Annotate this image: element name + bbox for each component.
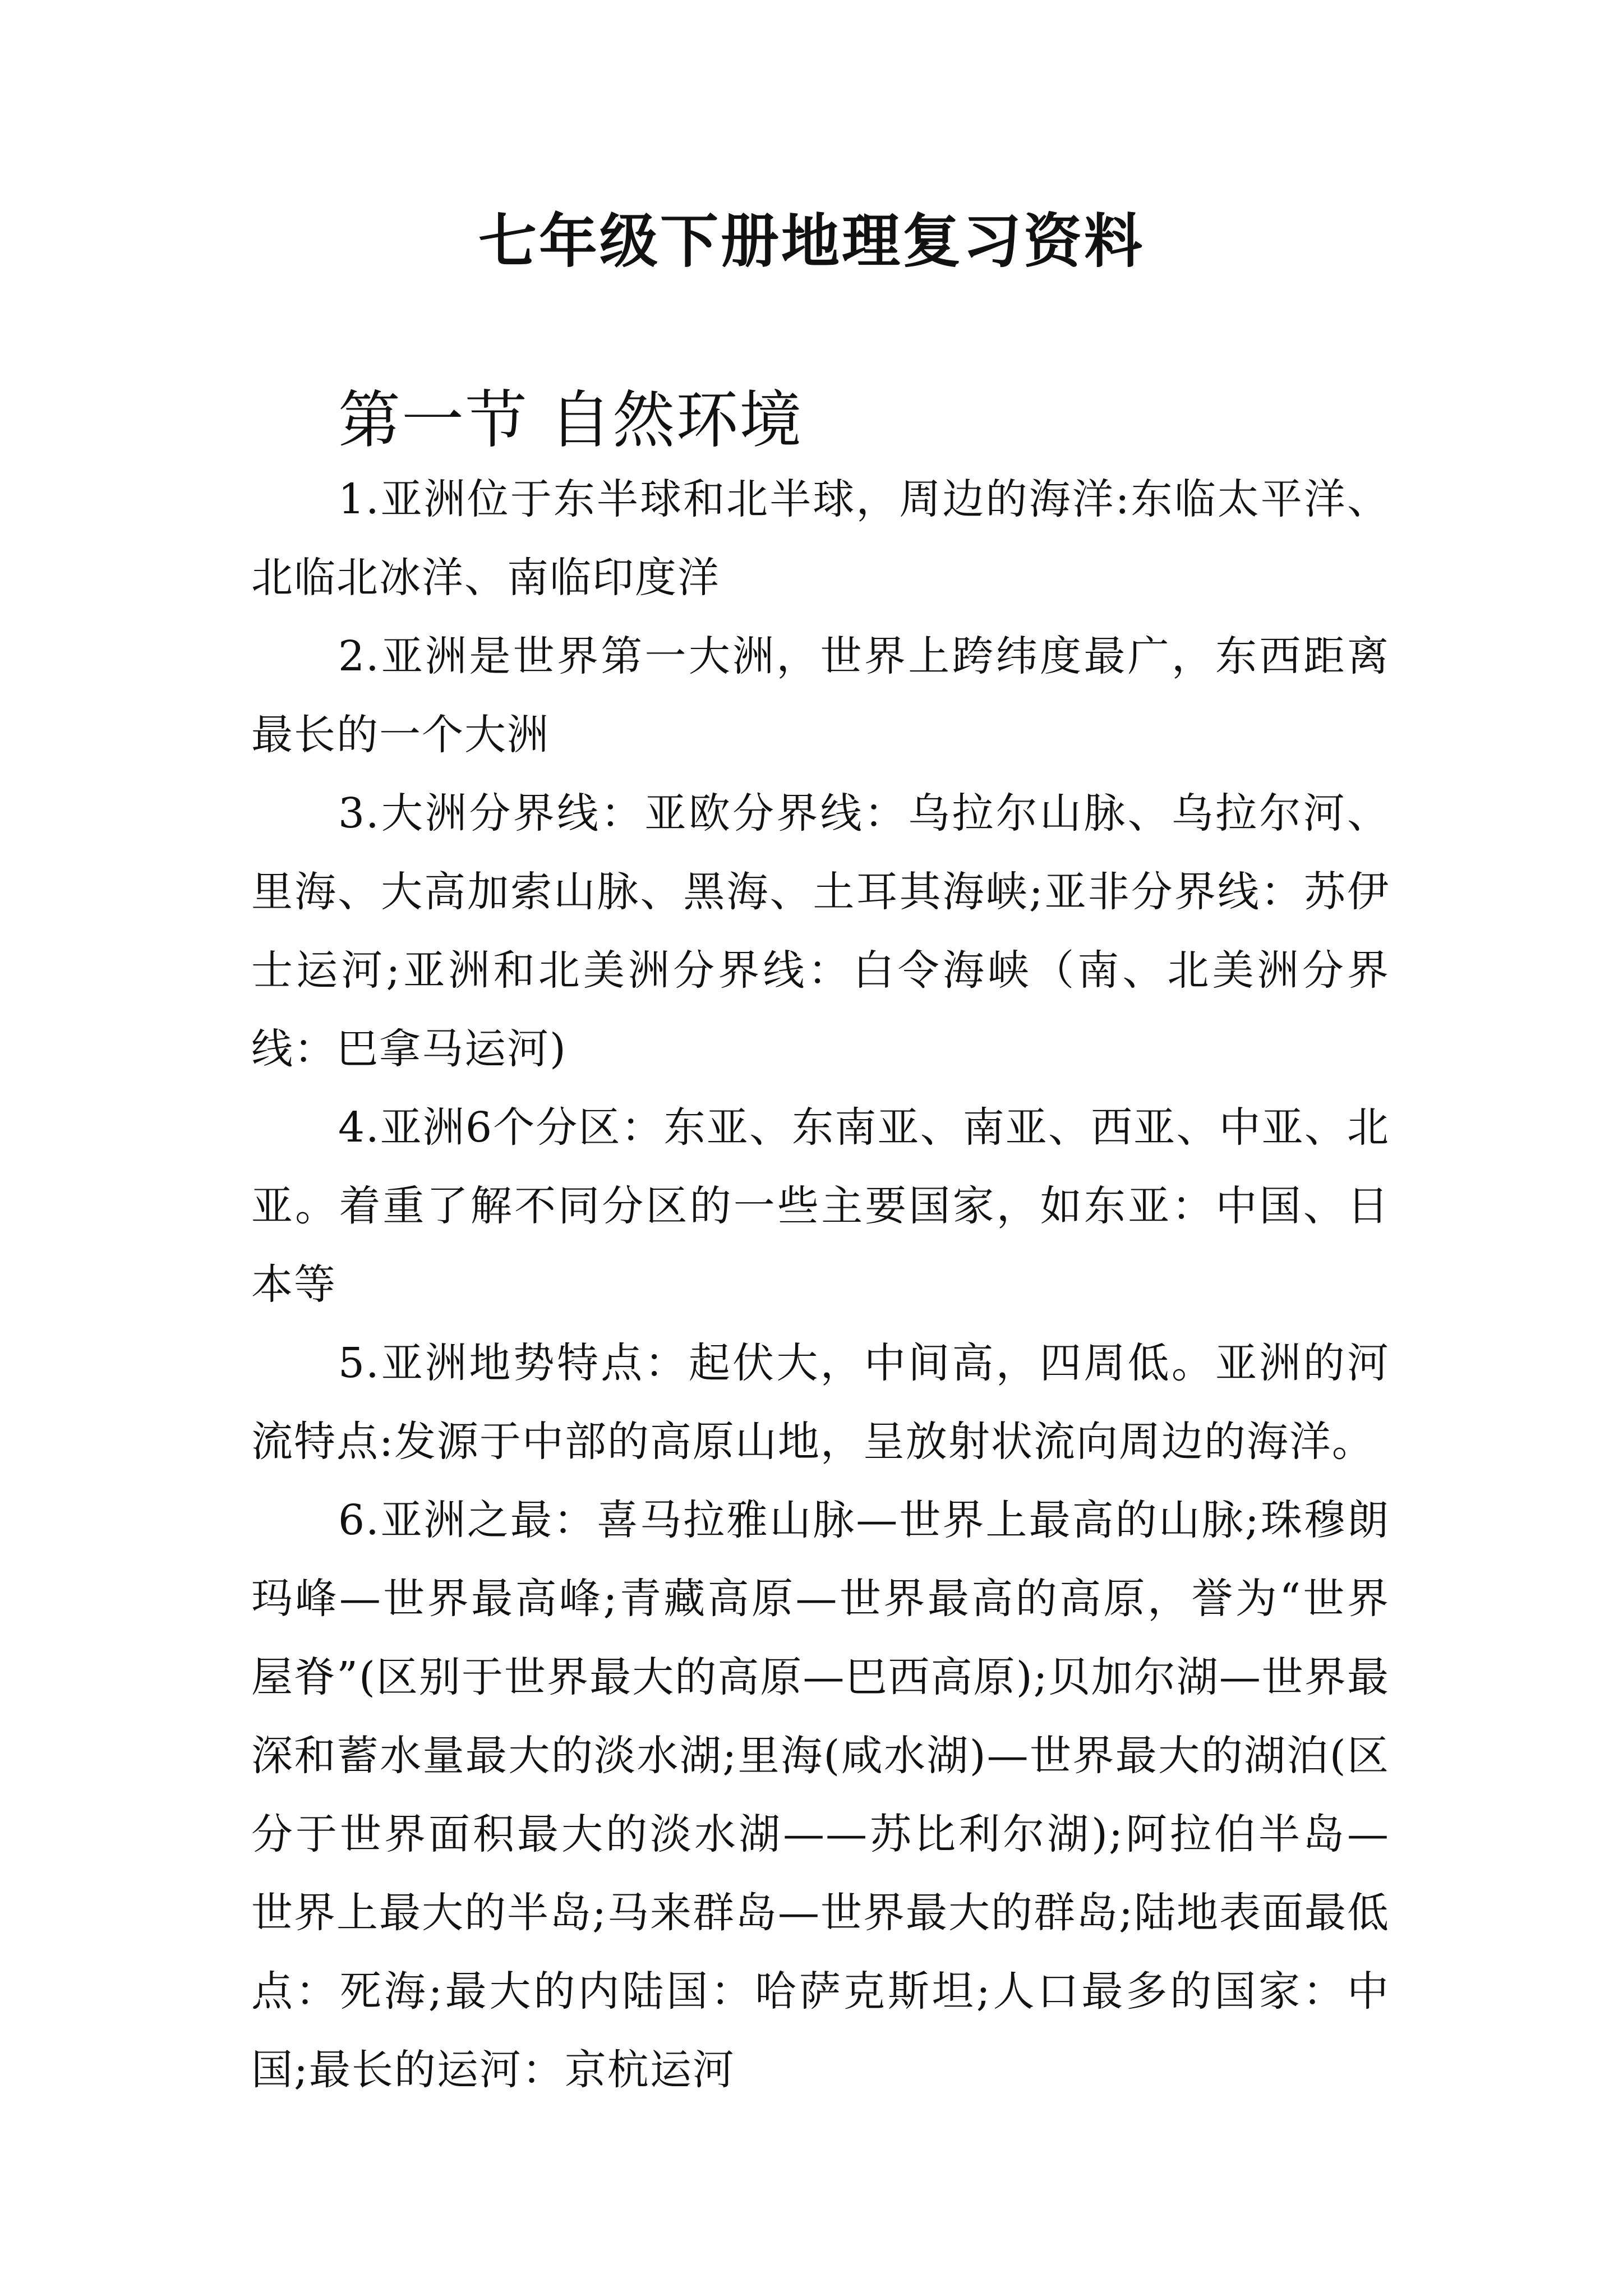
document-body — [251, 381, 1390, 2109]
paragraph-4: 4.亚洲6个分区：东亚、东南亚、南亚、西亚、中亚、北亚。着重了解不同分区的一些主要国家，如东亚：中国、日本等 — [251, 1103, 1390, 1309]
paragraph-1: 1.亚洲位于东半球和北半球，周边的海洋:东临太平洋、北临北冰洋、南临印度洋 — [251, 475, 1390, 602]
section-heading: 第一节 自然环境 — [338, 384, 803, 457]
paragraph-3: 3.大洲分界线：亚欧分界线：乌拉尔山脉、乌拉尔河、里海、大高加索山脉、黑海、土耳其海峡;亚非分界线：苏伊士运河;亚洲和北美洲分界线：白令海峡（南、北美洲分界线：巴拿马运河) — [251, 789, 1390, 1073]
paragraph-6: 6.亚洲之最：喜马拉雅山脉—世界上最高的山脉;珠穆朗玛峰—世界最高峰;青藏高原—世界最高的高原，誉为“世界屋脊”(区别于世界最大的高原—巴西高原);贝加尔湖—世界最深和蓄水量最大的淡水湖;里海(咸水湖)—世界最大的湖泊(区分于世界面积最大的淡水湖——苏比利尔湖);阿拉伯半岛—世界上最大的半岛;马来群岛—世界最大的群岛;陆地表面最低点：死海;最大的内陆国：哈萨克斯坦;人口最多的国家：中国;最长的运河：京杭运河 — [251, 1496, 1390, 2094]
paragraph-5: 5.亚洲地势特点：起伏大，中间高，四周低。亚洲的河流特点:发源于中部的高原山地，呈放射状流向周边的海洋。 — [251, 1339, 1390, 1466]
paragraph-2: 2.亚洲是世界第一大洲，世界上跨纬度最广，东西距离最长的一个大洲 — [251, 632, 1390, 759]
document-title: 七年级下册地理复习资料 — [478, 206, 1145, 275]
